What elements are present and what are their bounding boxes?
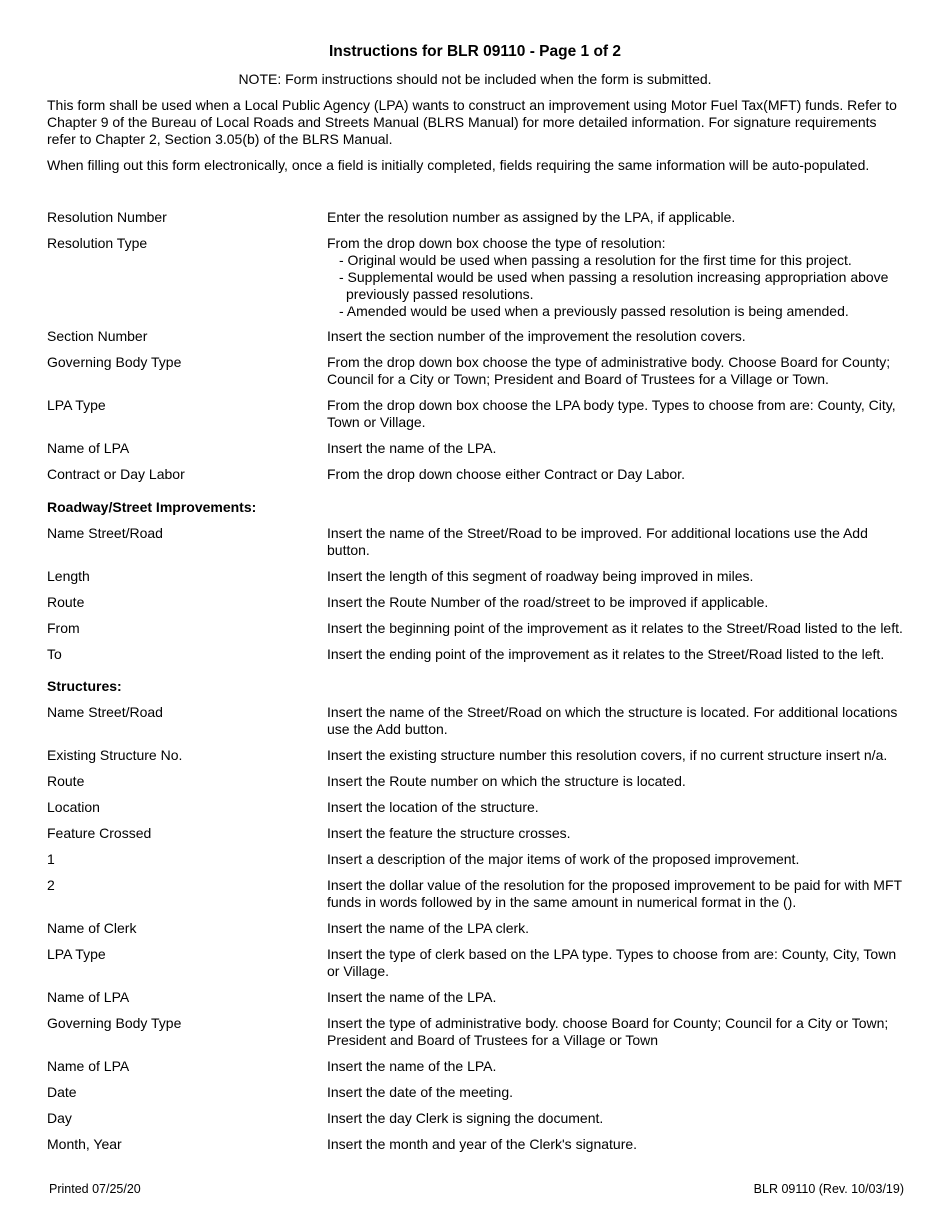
row-name-of-clerk [47,920,907,946]
field-description: Enter the resolution number as assigned by the LPA, if applicable. [327,209,736,225]
field-description: Insert a description of the major items of work of the proposed improvement. [327,851,800,867]
field-label: Section Number [47,328,148,344]
row-signing-month-year [47,1136,907,1162]
field-description: Insert the existing structure number this resolution covers, if no current structure insert n/a. [327,747,888,763]
roadway-section-heading [47,499,907,525]
resolution-type-supplemental: - Supplemental would be used when passing a resolution increasing appropriation above previously passed resolutions. [339,269,889,302]
field-label: LPA Type [47,397,106,413]
row-section-number [47,328,907,354]
row-lpa-type [47,397,907,440]
row-feature-crossed [47,825,907,851]
field-label: Location [47,799,100,815]
field-label: Name Street/Road [47,525,163,541]
row-clerk-lpa-type [47,946,907,989]
field-label: Feature Crossed [47,825,152,841]
row-item-2 [47,877,907,920]
field-description: Insert the month and year of the Clerk's signature. [327,1136,638,1152]
intro-paragraph: This form shall be used when a Local Public Agency (LPA) wants to construct an improvement using Motor Fuel Tax(MFT) funds. Refer to Chapter 9 of the Bureau of Local Roads and Streets Manual (BLRS Manual) for more detailed information. For signature requirements refer to Chapter 2, Section 3.05(b) of the BLRS Manual. [47,97,897,147]
row-clerk-governing-body-type [47,1015,907,1058]
row-name-of-lpa [47,440,907,466]
printed-date: Printed 07/25/20 [49,1182,141,1196]
row-roadway-route [47,594,907,620]
resolution-type-amended: - Amended would be used when a previously passed resolution is being amended. [339,303,849,319]
submission-note: NOTE: Form instructions should not be included when the form is submitted. [238,71,712,87]
structures-section-heading [47,678,907,704]
field-description: Insert the date of the meeting. [327,1084,514,1100]
field-label: Day [47,1110,72,1126]
row-governing-body-type [47,354,907,397]
resolution-type-intro: From the drop down box choose the type of resolution: [327,235,666,251]
row-meeting-date [47,1084,907,1110]
field-label: Name of LPA [47,440,130,456]
field-label: Name Street/Road [47,704,163,720]
row-existing-structure-no [47,747,907,773]
field-description: From the drop down choose either Contract or Day Labor. [327,466,685,482]
field-label: Length [47,568,90,584]
row-roadway-from [47,620,907,646]
field-label: LPA Type [47,946,106,962]
field-label: Governing Body Type [47,1015,182,1031]
field-instructions [47,209,907,1162]
field-description: Insert the day Clerk is signing the document. [327,1110,604,1126]
row-resolution-number [47,209,907,235]
row-roadway-length [47,568,907,594]
field-description [327,235,907,328]
field-label: Name of Clerk [47,920,137,936]
field-description: Insert the beginning point of the improvement as it relates to the Street/Road listed to the left. [327,620,903,636]
field-label: Existing Structure No. [47,747,183,763]
field-description: Insert the name of the LPA. [327,989,497,1005]
row-clerk-name-of-lpa-2 [47,1058,907,1084]
field-label: 1 [47,851,55,867]
page-title: Instructions for BLR 09110 - Page 1 of 2 [329,43,621,60]
field-label: Month, Year [47,1136,122,1152]
row-contract-or-day-labor [47,466,907,499]
field-label: Route [47,594,85,610]
field-description: From the drop down box choose the LPA body type. Types to choose from are: County, City, Town or Village. [327,397,896,430]
autopopulate-paragraph: When filling out this form electronically, once a field is initially completed, fields requiring the same information will be auto-populated. [47,157,870,173]
field-label: To [47,646,62,662]
field-label: Governing Body Type [47,354,182,370]
field-description: Insert the dollar value of the resolution for the proposed improvement to be paid for with MFT funds in words followed by in the same amount in numerical format in the (). [327,877,902,910]
row-structure-route [47,773,907,799]
row-signing-day [47,1110,907,1136]
field-description: Insert the type of clerk based on the LPA type. Types to choose from are: County, City, Town or Village. [327,946,897,979]
form-revision-id: BLR 09110 (Rev. 10/03/19) [753,1182,904,1196]
field-description: Insert the ending point of the improvement as it relates to the Street/Road listed to the left. [327,646,885,662]
field-description: Insert the Route Number of the road/street to be improved if applicable. [327,594,769,610]
field-description: Insert the location of the structure. [327,799,539,815]
field-description: Insert the name of the LPA clerk. [327,920,530,936]
row-resolution-type [47,235,907,328]
field-label: Resolution Number [47,209,167,225]
field-description: Insert the name of the LPA. [327,440,497,456]
field-description: Insert the name of the Street/Road to be improved. For additional locations use the Add button. [327,525,868,558]
field-description: Insert the name of the LPA. [327,1058,497,1074]
field-description: Insert the length of this segment of roadway being improved in miles. [327,568,754,584]
field-label: Name of LPA [47,989,130,1005]
field-label: Name of LPA [47,1058,130,1074]
row-roadway-to [47,646,907,678]
row-item-1 [47,851,907,877]
row-structure-location [47,799,907,825]
field-description: Insert the type of administrative body. choose Board for County; Council for a City or Town; President and Board of Trustees for a Village or Town [327,1015,889,1048]
field-label: Route [47,773,85,789]
field-description: Insert the Route number on which the structure is located. [327,773,686,789]
field-label: Contract or Day Labor [47,466,185,482]
section-heading: Structures: [47,678,122,694]
row-roadway-name [47,525,907,568]
resolution-type-original: - Original would be used when passing a resolution for the first time for this project. [339,252,852,268]
section-heading: Roadway/Street Improvements: [47,499,257,515]
field-label: Resolution Type [47,235,148,251]
field-description: Insert the section number of the improvement the resolution covers. [327,328,746,344]
field-label: From [47,620,80,636]
field-description: From the drop down box choose the type of administrative body. Choose Board for County; Council for a City or Town; President and Board of Trustees for a Village or Town. [327,354,891,387]
field-description: Insert the name of the Street/Road on which the structure is located. For additional locations use the Add button. [327,704,898,737]
field-label: 2 [47,877,55,893]
row-structure-street-name [47,704,907,747]
field-label: Date [47,1084,77,1100]
field-description: Insert the feature the structure crosses. [327,825,571,841]
row-clerk-name-of-lpa [47,989,907,1015]
